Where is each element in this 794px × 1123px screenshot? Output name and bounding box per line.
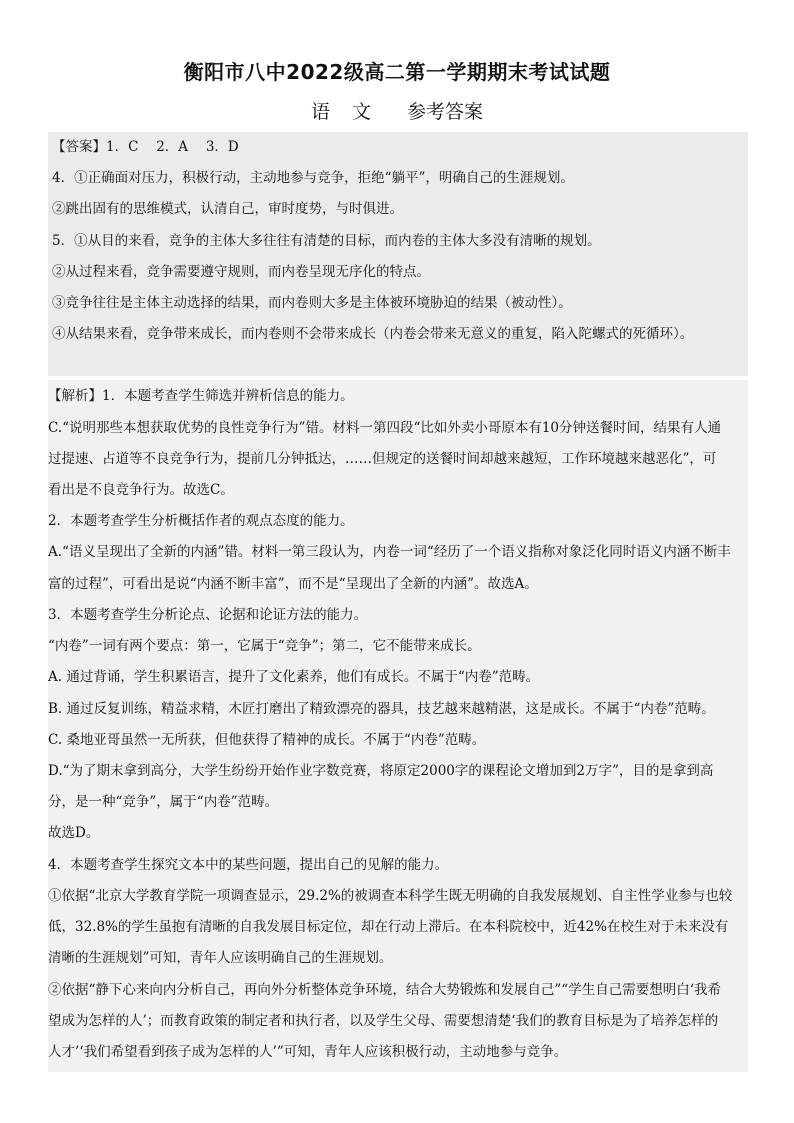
explanation-line: 4．本题考查学生探究文本中的某些问题，提出自己的见解的能力。 [48, 857, 449, 873]
explanation-line: 3．本题考查学生分析论点、论据和论证方法的能力。 [48, 607, 368, 623]
explanation-line: ①依据“北京大学教育学院一项调查显示，29.2%的被调查本科学生既无明确的自我发展规划、自主性学业参与也较 [48, 888, 733, 904]
explanation-line: D.“为了期末拿到高分，大学生纷纷开始作业字数竞赛，将原定2000字的课程论文增加到2万字”，目的是拿到高 [48, 763, 714, 779]
explanation-line: 人才’‘我们希望看到孩子成为怎样的人’”可知，青年人应该积极行动，主动地参与竞争。 [48, 1044, 568, 1060]
answer-line: ③竞争往往是主体主动选择的结果，而内卷则大多是主体被环境胁迫的结果（被动性）。 [52, 295, 572, 311]
explanation-line: 清晰的生涯规划”可知，青年人应该明确自己的生涯规划。 [48, 950, 393, 966]
explanation-line: “内卷”一词有两个要点：第一，它属于“竞争”；第二，它不能带来成长。 [48, 638, 481, 654]
explanation-line: 富的过程”，可看出是说“内涵不断丰富”，而不是“呈现出了全新的内涵”。故选A。 [48, 576, 538, 592]
explanation-line: C.“说明那些本想获取优势的良性竞争行为”错。材料一第四段“比如外卖小哥原本有10分钟送餐时间，结果有人通 [48, 420, 722, 436]
explanation-line: C. 桑地亚哥虽然一无所获，但他获得了精神的成长。不属于“内卷”范畴。 [48, 732, 486, 748]
explanation-line: A. 通过背诵，学生积累语言，提升了文化素养，他们有成长。不属于“内卷”范畴。 [48, 669, 540, 685]
answer-line: ④从结果来看，竞争带来成长，而内卷则不会带来成长（内卷会带来无意义的重复，陷入陀螺式的死循环）。 [52, 326, 694, 342]
subject-label: 语文 [310, 101, 393, 123]
explanation-line: 分，是一种“竞争”，属于“内卷”范畴。 [48, 794, 279, 810]
answer-line: 5．①从目的来看，竞争的主体大多往往有清楚的目标，而内卷的主体大多没有清晰的规划。 [52, 233, 601, 249]
answer-line: ②跳出固有的思维模式，认清自己，审时度势，与时俱进。 [52, 201, 403, 217]
explanation-line: 望成为怎样的人’；而教育政策的制定者和执行者，以及学生父母、需要想清楚‘我们的教育目标是为了培养怎样的 [48, 1013, 719, 1029]
explanation-line: ②依据“静下心来向内分析自己，再向外分析整体竞争环境，结合大势锻炼和发展自己”“学生自己需要想明白‘我希 [48, 982, 721, 998]
page-title: 衡阳市八中2022级高二第一学期期末考试试题 [183, 60, 611, 84]
explanation-line: A.“语义呈现出了全新的内涵”错。材料一第三段认为，内卷一词“经历了一个语义指称对象泛化同时语义内涵不断丰 [48, 544, 731, 560]
page-subtitle [0, 97, 794, 124]
explanation-line: 2．本题考查学生分析概括作者的观点态度的能力。 [48, 513, 354, 529]
explanation-line: 故选D。 [48, 825, 100, 841]
explanation-line: 低，32.8%的学生虽抱有清晰的自我发展目标定位，却在行动上滞后。在本科院校中，近42%在校生对于未来没有 [48, 919, 729, 935]
answer-line: 4．①正确面对压力，积极行动，主动地参与竞争，拒绝“躺平”，明确自己的生涯规划。 [52, 170, 574, 186]
answer-label: 参考答案 [407, 101, 484, 123]
answer-line: ②从过程来看，竞争需要遵守规则，而内卷呈现无序化的特点。 [52, 264, 430, 280]
answer-line: 【答案】1．C 2．A 3．D [52, 139, 239, 155]
explanation-line: 看出是不良竞争行为。故选C。 [48, 482, 234, 498]
explanation-line: 过提速、占道等不良竞争行为，提前几分钟抵达，……但规定的送餐时间却越来越短，工作环境越来越恶化”，可 [48, 451, 717, 467]
explanation-line: 【解析】1．本题考查学生筛选并辨析信息的能力。 [48, 388, 354, 404]
explanation-line: B. 通过反复训练，精益求精，木匠打磨出了精致漂亮的器具，技艺越来越精湛，这是成长。不属于“内卷”范畴。 [48, 701, 715, 717]
